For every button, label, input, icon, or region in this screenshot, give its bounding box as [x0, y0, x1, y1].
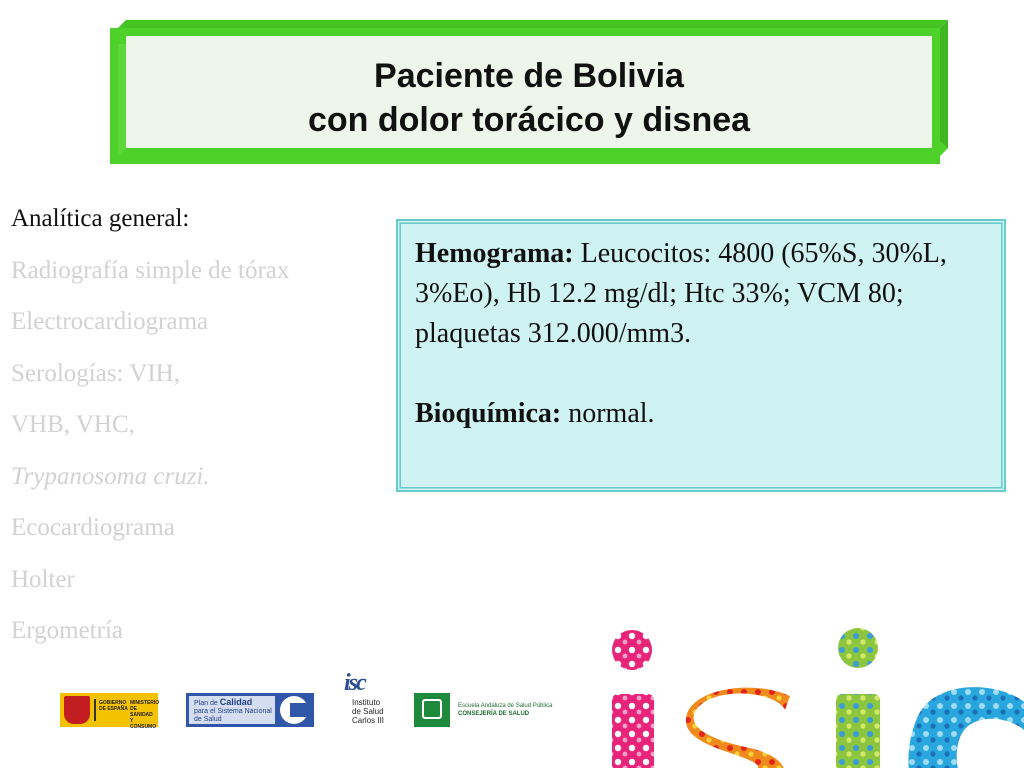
letter-i-dot	[612, 630, 652, 670]
bioquimica-label: Bioquímica:	[415, 398, 562, 429]
investigation-list	[11, 206, 289, 670]
hemograma-label: Hemograma:	[415, 238, 574, 269]
title-line-2: con dolor torácico y disnea	[307, 101, 751, 139]
isciii-label-2: de Salud	[352, 707, 384, 716]
letter-i2-dot	[838, 628, 878, 668]
list-item-ergometria: Ergometría	[11, 617, 123, 644]
isic-decorative-letters	[600, 618, 1024, 768]
list-item-holter: Holter	[11, 565, 75, 593]
consejeria-label: CONSEJERÍA DE SALUD	[458, 711, 530, 717]
bioquimica-text: normal.	[561, 398, 655, 429]
list-item-trypanosoma: Trypanosoma cruzi.	[11, 462, 210, 490]
gobierno-label: GOBIERNO DE ESPAÑA	[99, 700, 128, 712]
isciii-logo	[342, 670, 392, 732]
list-item-vhb-vhc: VHB, VHC,	[11, 411, 135, 438]
isciii-label-3: Carlos III	[352, 716, 385, 725]
hemograma-text: Leucocitos: 4800 (65%S, 30%L, 3%Eo), Hb 12.2 mg/dl; Htc 33%; VCM 80; plaquetas 312.000/mm3.	[415, 238, 947, 349]
junta-seal-icon	[414, 693, 450, 727]
plan-label-4: de Salud	[194, 716, 222, 723]
plan-label-1: Plan de	[194, 700, 218, 707]
letter-i2-stem	[836, 694, 880, 768]
list-item-electrocardiograma: Electrocardiograma	[11, 308, 209, 335]
escuela-label: Escuela Andaluza de Salud Pública	[458, 703, 553, 709]
plan-calidad-logo	[186, 693, 314, 727]
isciii-mark: isc	[344, 670, 365, 696]
coat-of-arms-icon	[64, 696, 90, 724]
results-box	[396, 219, 1006, 492]
bioquimica-paragraph	[415, 394, 987, 434]
plan-label-3: para el Sistema Nacional	[194, 708, 272, 715]
list-item-serologias: Serologías: VIH,	[11, 359, 180, 387]
ministerio-label: MINISTERIO DE SANIDAD Y CONSUMO	[130, 700, 160, 730]
gobierno-espana-logo	[60, 693, 160, 730]
letter-s	[686, 688, 790, 768]
isciii-label-1: Instituto	[352, 698, 381, 707]
plan-label-2: Calidad	[219, 697, 253, 707]
title-banner	[110, 20, 948, 164]
hemograma-paragraph	[415, 234, 987, 354]
list-item-analitica: Analítica general:	[11, 205, 190, 232]
letter-i-stem	[612, 694, 654, 768]
list-item-ecocardiograma: Ecocardiograma	[11, 514, 175, 541]
junta-andalucia-logo	[414, 693, 556, 727]
title-line-1: Paciente de Bolivia	[374, 57, 684, 95]
letter-c	[908, 687, 1024, 768]
page-title	[110, 54, 948, 142]
list-item-radiografia: Radiografía simple de tórax	[11, 256, 290, 284]
